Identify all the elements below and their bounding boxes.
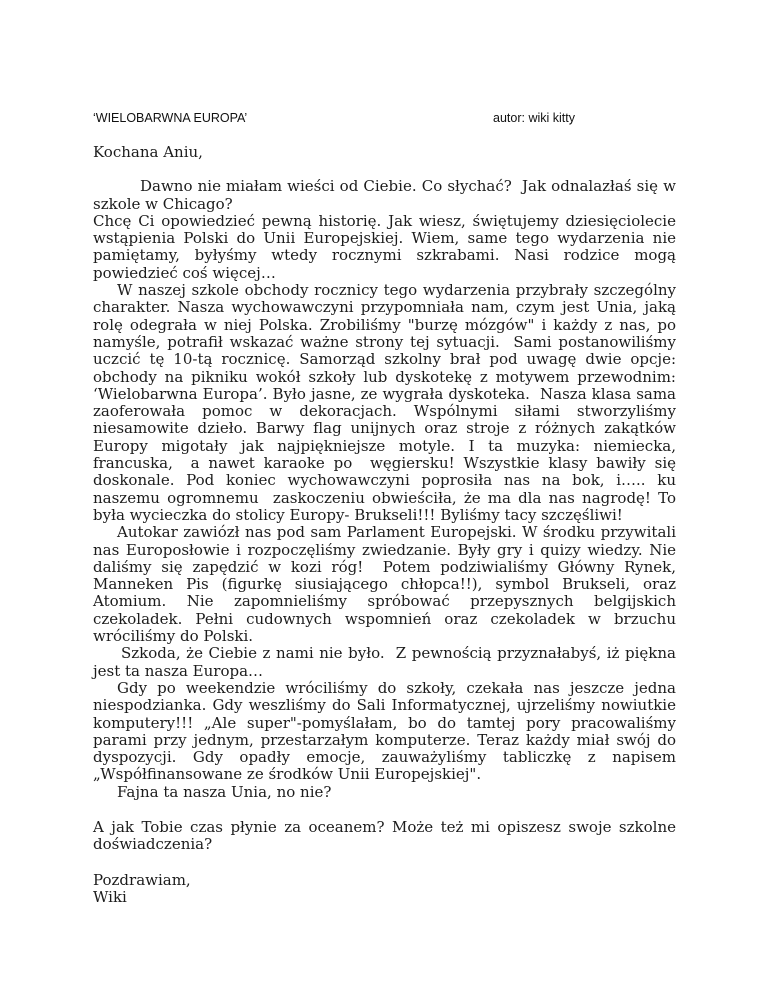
salutation: Kochana Aniu,	[93, 143, 203, 161]
document-title: ‘WIELOBARWNA EUROPA’	[93, 111, 248, 125]
paragraph-regret: Szkoda, że Ciebie z nami nie było. Z pewnością przyznałabyś, iż piękna jest ta nasza Europa…	[93, 644, 681, 680]
paragraph-closing-question: A jak Tobie czas płynie za oceanem? Może też mi opiszesz swoje szkolne doświadczenia?	[93, 817, 681, 854]
paragraph-opening: Dawno nie miałam wieści od Ciebie. Co słychać? Jak odnalazłaś się w szkole w Chicago?	[93, 177, 681, 213]
paragraph-story-intro: Chcę Ci opowiedzieć pewną historię. Jak wiesz, świętujemy dziesięciolecie wstąpienia Polski do Unii Europejskiej. Wiem, same tego wydarzenia nie pamiętamy, byłyśmy wtedy rocznymi szkrabami. Nasi rodzice mogą powiedzieć coś więcej…	[93, 211, 681, 282]
document-header	[93, 110, 676, 127]
signoff-closing: Pozdrawiam,	[93, 870, 191, 889]
paragraph-union-remark: Fajna ta nasza Unia, no nie?	[117, 782, 332, 801]
document-author: autor: wiki kitty	[493, 111, 575, 125]
paragraph-school-celebration: W naszej szkole obchody rocznicy tego wydarzenia przybrały szczególny charakter. Nasza wychowawczyni przypomniała nam, czym jest Unia, jaką rolę odegrała w niej Polska. Zrobiliśmy "burzę mózgów" i każdy z nas, po namyśle, potrafił wskazać ważne strony tej sytuacji. Sami postanowiliśmy uczcić tę 10-tą rocznicę. Samorząd szkolny brał pod uwagę dwie opcje: obchody na pikniku wokół szkoły lub dyskotekę z motywem przewodnim: ‘Wielobarwna Europa’. Było jasne, ze wygrała dyskoteka. Nasza klasa sama zaoferowała pomoc w dekoracjach. Wspólnymi siłami stworzyliśmy niesamowite dzieło. Barwy flag unijnych oraz stroje z różnych zakątków Europy migotały jak najpiękniejsze motyle. I ta muzyka: niemiecka, francuska, a nawet karaoke po węgiersku! Wszystkie klasy bawiły się doskonale. Pod koniec wychowawczyni poprosiła nas na bok, i….. ku naszemu ogromnemu zaskoczeniu obwieściła, że ma dla nas nagrodę! To była wycieczka do stolicy Europy- Brukseli!!! Byliśmy tacy szczęśliwi!	[93, 281, 686, 524]
paragraph-new-computers: Gdy po weekendzie wróciliśmy do szkoły, czekała nas jeszcze jedna niespodzianka. Gdy weszliśmy do Sali Informatycznej, ujrzeliśmy nowiutkie komputery!!! „Ale super"-pomyślałam, bo do tamtej pory pracowaliśmy parami przy jednym, przestarzałym komputerze. Teraz każdy miał swój do dyspozycji. Gdy opadły emocje, zauważyliśmy tabliczkę z napisem „Współfinansowane ze środków Unii Europejskiej".	[93, 678, 681, 784]
paragraph-brussels-trip: Autokar zawiózł nas pod sam Parlament Europejski. W środku przywitali nas Europosłowie i rozpoczęliśmy zwiedzanie. Były gry i quizy wiedzy. Nie daliśmy się zapędzić w kozi róg! Potem podziwialiśmy Główny Rynek, Manneken Pis (figurkę siusiającego chłopca!!), symbol Brukseli, oraz Atomium. Nie zapomnieliśmy spróbować przepysznych belgijskich czekoladek. Pełni cudownych wspomnień oraz czekoladek w brzuchu wróciliśmy do Polski.	[93, 523, 681, 646]
signoff-name: Wiki	[93, 887, 127, 906]
